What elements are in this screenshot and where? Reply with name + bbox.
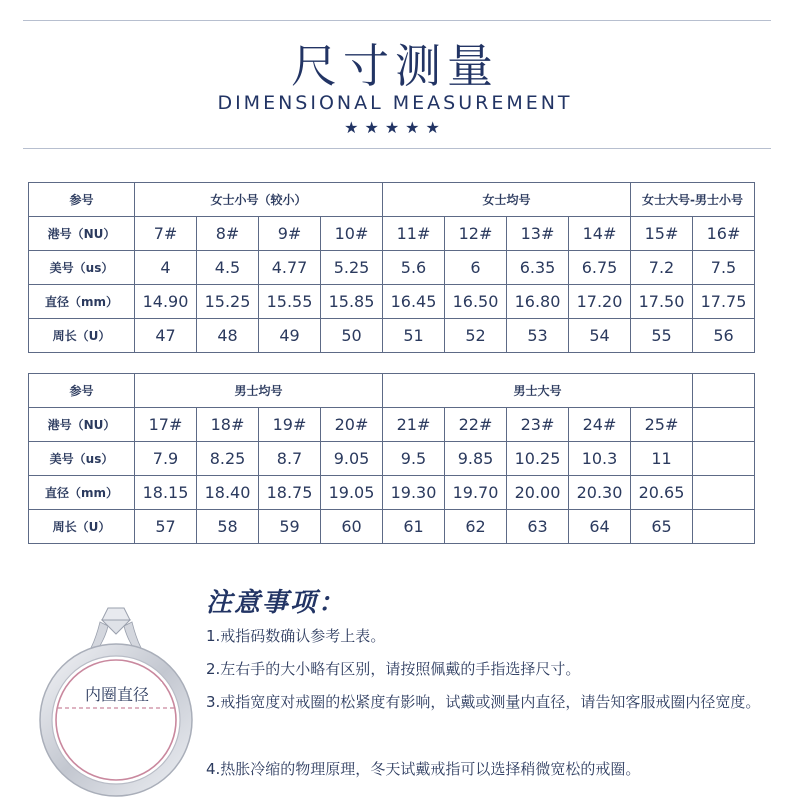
table-cell: 6.75 — [569, 251, 631, 285]
table-cell: 9.85 — [445, 442, 507, 476]
table-cell — [693, 510, 755, 544]
table-cell: 65 — [631, 510, 693, 544]
table-cell: 15.25 — [197, 285, 259, 319]
table-cell: 16.50 — [445, 285, 507, 319]
table-cell: 21# — [383, 408, 445, 442]
table-header-row — [29, 183, 755, 217]
table-cell: 25# — [631, 408, 693, 442]
table-cell: 8# — [197, 217, 259, 251]
table-cell: 7.9 — [135, 442, 197, 476]
table-cell: 5.25 — [321, 251, 383, 285]
table-cell: 15# — [631, 217, 693, 251]
table-cell — [693, 408, 755, 442]
table-cell: 10.3 — [569, 442, 631, 476]
table-cell: 14# — [569, 217, 631, 251]
table-cell: 17.50 — [631, 285, 693, 319]
table-cell: 60 — [321, 510, 383, 544]
table-cell: 51 — [383, 319, 445, 353]
row-label: 港号（NU） — [29, 217, 135, 251]
group-men-large: 男士大号 — [383, 374, 693, 408]
group-men-medium: 男士均号 — [135, 374, 383, 408]
table-cell: 52 — [445, 319, 507, 353]
table-cell: 20.00 — [507, 476, 569, 510]
table-cell: 16.45 — [383, 285, 445, 319]
empty-cell — [693, 374, 755, 408]
table-cell — [693, 476, 755, 510]
inner-diameter-label: 内圈直径 — [72, 682, 162, 705]
row-label: 美号（us） — [29, 442, 135, 476]
table-cell: 15.55 — [259, 285, 321, 319]
table-cell: 19.70 — [445, 476, 507, 510]
table-cell: 12# — [445, 217, 507, 251]
note-item: 1.戒指码数确认参考上表。 — [206, 627, 386, 645]
note-item: 2.左右手的大小略有区别，请按照佩戴的手指选择尺寸。 — [206, 660, 581, 678]
table-cell: 18# — [197, 408, 259, 442]
table-cell: 13# — [507, 217, 569, 251]
table-cell: 17# — [135, 408, 197, 442]
star-rating-decoration: ★★★★★ — [344, 118, 446, 137]
page-title: 尺寸测量 — [291, 39, 499, 93]
table-cell: 10# — [321, 217, 383, 251]
ref-label: 参号 — [29, 374, 135, 408]
row-label: 周长（U） — [29, 319, 135, 353]
group-women-large-men-small: 女士大号-男士小号 — [631, 183, 755, 217]
table-cell: 8.25 — [197, 442, 259, 476]
table-cell: 9# — [259, 217, 321, 251]
table-cell: 19# — [259, 408, 321, 442]
table-row — [29, 442, 755, 476]
table-row — [29, 476, 755, 510]
table-cell: 55 — [631, 319, 693, 353]
top-divider — [23, 20, 771, 21]
table-cell: 16# — [693, 217, 755, 251]
ref-label: 参号 — [29, 183, 135, 217]
row-label: 美号（us） — [29, 251, 135, 285]
table-cell: 8.7 — [259, 442, 321, 476]
table-cell: 57 — [135, 510, 197, 544]
table-cell: 6 — [445, 251, 507, 285]
table-cell: 19.05 — [321, 476, 383, 510]
table-cell: 23# — [507, 408, 569, 442]
table-cell: 5.6 — [383, 251, 445, 285]
table-cell: 4.5 — [197, 251, 259, 285]
table-cell: 18.15 — [135, 476, 197, 510]
table-cell: 24# — [569, 408, 631, 442]
table-cell: 4 — [135, 251, 197, 285]
table-cell: 15.85 — [321, 285, 383, 319]
table-cell: 14.90 — [135, 285, 197, 319]
table-cell: 9.5 — [383, 442, 445, 476]
table-row — [29, 251, 755, 285]
table-row — [29, 217, 755, 251]
table-cell: 49 — [259, 319, 321, 353]
table-cell: 16.80 — [507, 285, 569, 319]
group-women-small: 女士小号（较小） — [135, 183, 383, 217]
table-cell: 62 — [445, 510, 507, 544]
table-cell: 61 — [383, 510, 445, 544]
row-label: 周长（U） — [29, 510, 135, 544]
table-cell: 53 — [507, 319, 569, 353]
table-cell: 7.2 — [631, 251, 693, 285]
table-row — [29, 285, 755, 319]
table-row — [29, 319, 755, 353]
table-cell: 64 — [569, 510, 631, 544]
row-label: 直径（mm） — [29, 476, 135, 510]
table-cell: 6.35 — [507, 251, 569, 285]
size-table-women — [28, 182, 755, 353]
table-cell: 18.75 — [259, 476, 321, 510]
notes-title: 注意事项： — [206, 588, 347, 618]
table-cell: 18.40 — [197, 476, 259, 510]
table-header-row — [29, 374, 755, 408]
table-cell: 48 — [197, 319, 259, 353]
table-cell: 7.5 — [693, 251, 755, 285]
table-cell: 22# — [445, 408, 507, 442]
note-item: 4.热胀冷缩的物理原理，冬天试戴戒指可以选择稍微宽松的戒圈。 — [206, 760, 641, 778]
table-cell: 9.05 — [321, 442, 383, 476]
table-cell: 11# — [383, 217, 445, 251]
table-cell: 54 — [569, 319, 631, 353]
table-cell: 63 — [507, 510, 569, 544]
group-women-medium: 女士均号 — [383, 183, 631, 217]
note-item: 3.戒指宽度对戒圈的松紧度有影响，试戴或测量内直径，请告知客服戒圈内径宽度。 — [206, 693, 761, 711]
row-label: 港号（NU） — [29, 408, 135, 442]
table-cell: 56 — [693, 319, 755, 353]
table-cell: 19.30 — [383, 476, 445, 510]
table-cell: 50 — [321, 319, 383, 353]
table-cell: 17.75 — [693, 285, 755, 319]
table-cell — [693, 442, 755, 476]
row-label: 直径（mm） — [29, 285, 135, 319]
table-cell: 20.30 — [569, 476, 631, 510]
table-cell: 4.77 — [259, 251, 321, 285]
table-cell: 47 — [135, 319, 197, 353]
table-row — [29, 408, 755, 442]
table-cell: 7# — [135, 217, 197, 251]
size-table-men — [28, 373, 755, 544]
page-subtitle: DIMENSIONAL MEASUREMENT — [217, 92, 573, 114]
table-cell: 59 — [259, 510, 321, 544]
header-divider — [23, 148, 771, 149]
table-row — [29, 510, 755, 544]
table-cell: 10.25 — [507, 442, 569, 476]
table-cell: 20.65 — [631, 476, 693, 510]
table-cell: 20# — [321, 408, 383, 442]
table-cell: 17.20 — [569, 285, 631, 319]
ring-illustration — [30, 590, 195, 800]
table-cell: 58 — [197, 510, 259, 544]
table-cell: 11 — [631, 442, 693, 476]
